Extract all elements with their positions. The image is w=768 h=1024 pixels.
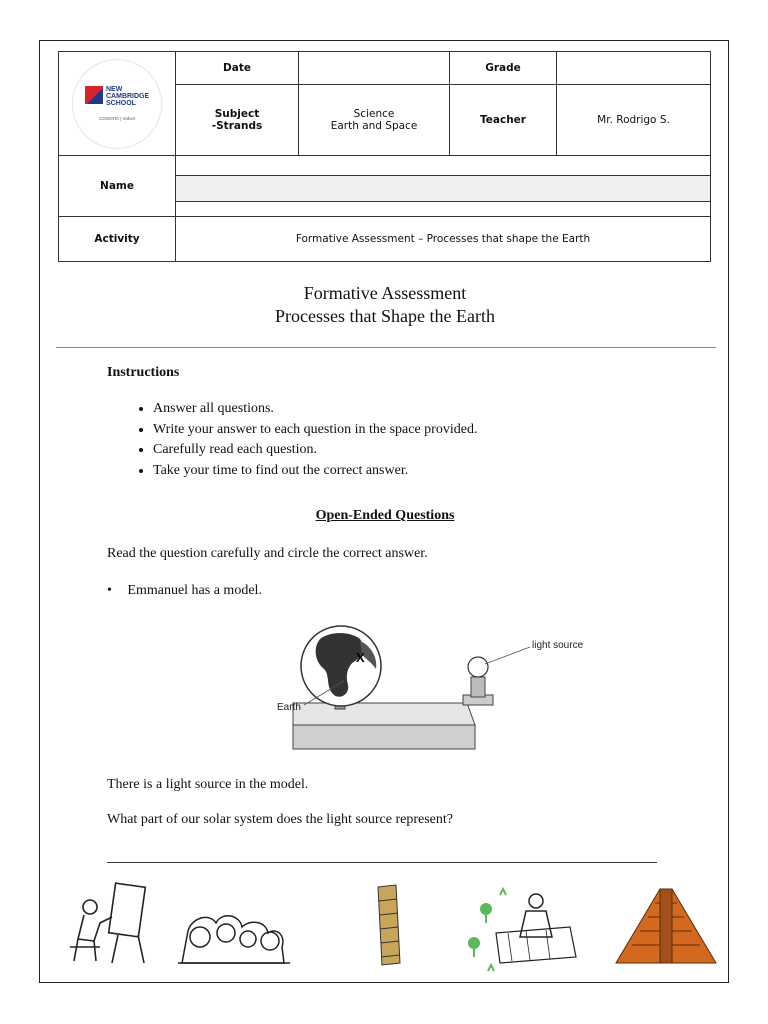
reading-person-illustration: [468, 889, 576, 971]
model-bullet: [107, 581, 262, 601]
instruction-item: • Write your answer to each question in the space provided.: [153, 420, 477, 441]
title-line-1: Formative Assessment: [303, 283, 467, 303]
painter-illustration: [70, 883, 145, 963]
logo-cell: [59, 52, 176, 156]
activity-label: Activity: [59, 217, 176, 262]
statement-text: There is a light source in the model.: [107, 777, 309, 792]
activity-value: Formative Assessment – Processes that shape the Earth: [176, 217, 711, 262]
logo-line-3: SCHOOL: [106, 99, 136, 107]
light-source-label: light source: [532, 640, 584, 651]
instruction-item: • Answer all questions.: [153, 399, 477, 420]
name-line-bottom[interactable]: [176, 202, 711, 217]
name-line-top[interactable]: [176, 156, 711, 176]
date-value: [299, 52, 450, 85]
grade-value: [557, 52, 711, 85]
model-bullet-text: Emmanuel has a model.: [127, 583, 262, 598]
light-bulb: [468, 657, 488, 677]
subject-value-1: Science: [353, 108, 395, 120]
lamp-holder: [471, 677, 485, 697]
leaning-tower-illustration: [378, 885, 400, 965]
earth-label: Earth: [277, 702, 301, 713]
bullet-dot: •: [107, 583, 112, 598]
subject-label-1: Subject: [214, 108, 260, 120]
decorative-illustrations: [60, 871, 710, 981]
instruction-item: • Take your time to find out the correct answer.: [153, 461, 477, 482]
title-line-2: Processes that Shape the Earth: [275, 306, 495, 326]
globe-x-marker: X: [356, 650, 365, 665]
answer-line[interactable]: [107, 862, 657, 863]
model-base-top: [293, 703, 475, 725]
subject-value: [299, 85, 450, 156]
teacher-value: Mr. Rodrigo S.: [557, 85, 711, 156]
logo-line-1: NEW: [106, 85, 123, 93]
subject-label-2: -Strands: [211, 120, 263, 132]
subject-value-2: Earth and Space: [330, 120, 418, 132]
pyramid-illustration: [616, 889, 716, 963]
name-field[interactable]: [176, 176, 711, 202]
worksheet-page: [39, 40, 729, 983]
school-logo: [72, 59, 162, 149]
date-label: Date: [176, 52, 299, 85]
instructions-heading: Instructions: [107, 365, 180, 380]
open-ended-heading: Open-Ended Questions: [315, 508, 455, 523]
question-text: What part of our solar system does the light source represent?: [107, 812, 454, 827]
instruction-item: • Carefully read each question.: [153, 440, 477, 461]
grade-label: Grade: [450, 52, 557, 85]
teacher-label: Teacher: [450, 85, 557, 156]
model-base-front: [293, 725, 475, 749]
instructions-list: [107, 399, 477, 481]
divider-rule: [56, 347, 716, 348]
school-logo-mark: [73, 60, 161, 148]
mount-rushmore-illustration: [178, 916, 290, 963]
logo-line-2: CAMBRIDGE: [106, 92, 150, 100]
name-label: Name: [59, 156, 176, 217]
question-prompt: Read the question carefully and circle the correct answer.: [107, 546, 428, 561]
subject-label: [176, 85, 299, 156]
light-source-pointer: [485, 647, 530, 664]
header-table: [58, 51, 711, 262]
logo-sub: COGNITA | redcel: [99, 115, 135, 121]
earth-light-model-figure: [220, 617, 584, 757]
